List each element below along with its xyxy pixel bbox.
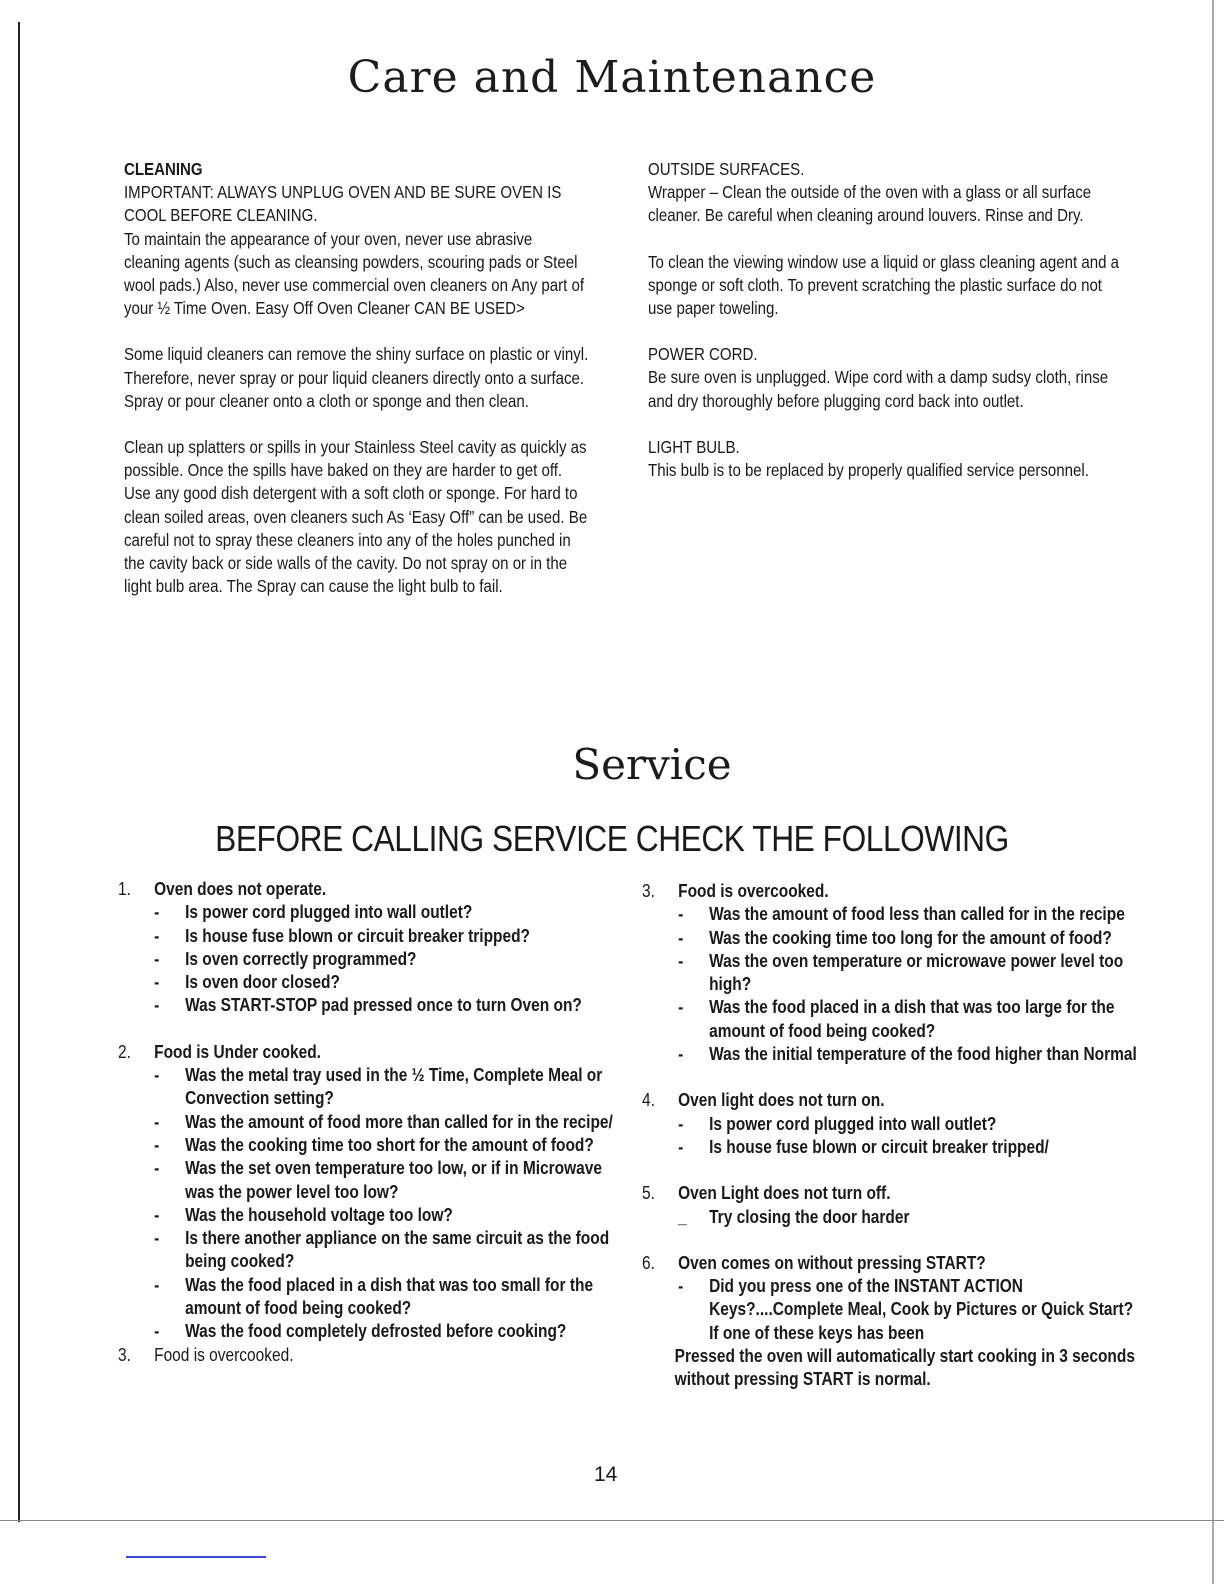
service-issue: [118, 878, 617, 1018]
care-left-column: [124, 158, 588, 621]
check-item: [154, 1111, 617, 1134]
issue-title: [642, 880, 1141, 903]
check-text: Is house fuse blown or circuit breaker tripped/: [709, 1136, 1049, 1157]
check-dash: -: [154, 972, 160, 993]
check-dash: -: [678, 950, 684, 971]
cleaning-paragraph-2: Some liquid cleaners can remove the shiny surface on plastic or vinyl. Therefore, never spray or pour liquid cleaners directly onto a surface. Spray or pour cleaner onto a cloth or sponge and then clean.: [124, 344, 589, 411]
check-text: Is power cord plugged into wall outlet?: [185, 902, 473, 923]
check-text: Was the food completely defrosted before cooking?: [185, 1321, 567, 1342]
issue-title: [118, 1041, 617, 1064]
check-dash: -: [154, 902, 160, 923]
check-dash: -: [678, 1136, 684, 1157]
check-dash: -: [678, 997, 684, 1018]
check-text: Try closing the door harder: [709, 1206, 910, 1227]
issue-checks: [642, 903, 1141, 1066]
check-item: [678, 903, 1141, 926]
check-item: [154, 1204, 617, 1227]
issue-checks: [642, 1275, 1141, 1345]
check-text: Was the food placed in a dish that was too small for the amount of food being cooked?: [185, 1274, 594, 1319]
issue-number: 4.: [642, 1090, 655, 1111]
check-dash: -: [154, 1321, 160, 1342]
bulb-paragraph: This bulb is to be replaced by properly qualified service personnel.: [648, 460, 1089, 481]
check-dash: -: [154, 1274, 160, 1295]
issue-number: 3.: [118, 1344, 131, 1365]
check-text: Was the cooking time too short for the amount of food?: [185, 1134, 594, 1155]
outside-heading: OUTSIDE SURFACES.: [648, 159, 805, 179]
check-dash: _: [678, 1206, 687, 1227]
care-title: Care and Maintenance: [347, 52, 877, 103]
check-text: Is oven door closed?: [185, 972, 340, 993]
service-issue: [118, 1041, 617, 1344]
check-text: Was START-STOP pad pressed once to turn Oven on?: [185, 995, 582, 1016]
check-item: [678, 1113, 1141, 1136]
check-dash: -: [678, 1276, 684, 1297]
issue-note: Pressed the oven will automatically start cooking in 3 seconds without pressing START is normal.: [674, 1346, 1135, 1390]
check-item: [154, 1320, 617, 1343]
issue-title-text: Oven does not operate.: [154, 879, 327, 899]
issue-title-text: Food is overcooked.: [154, 1344, 294, 1365]
check-dash: -: [154, 1228, 160, 1249]
service-left-column: [118, 878, 617, 1367]
scan-edge-right: [1212, 0, 1214, 1584]
service-right-column: [642, 880, 1141, 1415]
check-dash: -: [678, 1113, 684, 1134]
check-dash: -: [154, 1065, 160, 1086]
check-dash: -: [678, 927, 684, 948]
check-item: [678, 1043, 1141, 1066]
check-item: [154, 1157, 617, 1204]
check-dash: -: [154, 995, 160, 1016]
issue-number: 3.: [642, 881, 655, 901]
issue-title-text: Oven comes on without pressing START?: [678, 1252, 986, 1273]
check-dash: -: [678, 904, 684, 925]
cleaning-important: IMPORTANT: ALWAYS UNPLUG OVEN AND BE SURE OVEN IS COOL BEFORE CLEANING.: [124, 182, 562, 226]
check-text: Is power cord plugged into wall outlet?: [709, 1113, 997, 1134]
issue-title: [642, 1182, 1141, 1205]
outside-paragraph-2: To clean the viewing window use a liquid or glass cleaning agent and a sponge or soft cloth. To prevent scratching the plastic surface do not use paper toweling.: [648, 251, 1120, 319]
check-item: [154, 1274, 617, 1321]
issue-title-text: Food is overcooked.: [678, 881, 829, 901]
issue-title-text: Food is Under cooked.: [154, 1041, 321, 1062]
cleaning-heading: CLEANING: [124, 159, 203, 179]
issue-number: 2.: [118, 1041, 131, 1062]
check-dash: -: [154, 1158, 160, 1179]
check-text: Was the household voltage too low?: [185, 1204, 453, 1225]
check-item: [678, 950, 1141, 997]
check-text: Was the cooking time too long for the amount of food?: [709, 927, 1112, 948]
check-item: [678, 927, 1141, 950]
outside-paragraph-1: Wrapper – Clean the outside of the oven with a glass or all surface cleaner. Be careful when cleaning around louvers. Rinse and Dry.: [648, 182, 1092, 226]
check-item: [678, 1275, 1141, 1345]
power-section: [648, 343, 1130, 413]
issue-title: [118, 878, 617, 901]
check-item: [154, 971, 617, 994]
service-issue: [642, 1089, 1141, 1159]
check-text: Was the oven temperature or microwave power level too high?: [709, 950, 1124, 995]
issue-title-text: Oven Light does not turn off.: [678, 1183, 891, 1204]
cleaning-paragraph-1: To maintain the appearance of your oven, never use abrasive cleaning agents (such as cleansing powders, scouring pads or Steel wool pads.) Also, never use commercial oven cleaners on Any part of your ½ Time Oven. Easy Off Oven Cleaner CAN BE USED>: [124, 228, 585, 319]
check-text: Is there another appliance on the same circuit as the food being cooked?: [185, 1228, 610, 1272]
check-item: [154, 925, 617, 948]
check-item: [678, 996, 1141, 1043]
check-dash: -: [678, 1044, 684, 1065]
cleaning-paragraph-3: Clean up splatters or spills in your Stainless Steel cavity as quickly as possible. Once the spills have baked on they are harder to get off. Use any good dish detergent with a soft cloth or sponge. For hard to clean soiled areas, oven cleaners such As ‘Easy Off” can be used. Be careful not to spray these cleaners into any of the holes punched in the cavity back or side walls of the cavity. Do not spray on or in the light bulb area. The Spray can cause the light bulb to fail.: [124, 437, 588, 597]
check-dash: -: [154, 925, 160, 946]
issue-number: 6.: [642, 1252, 655, 1273]
check-dash: -: [154, 1204, 160, 1225]
check-item: [678, 1206, 1141, 1229]
power-paragraph: Be sure oven is unplugged. Wipe cord with a damp sudsy cloth, rinse and dry thoroughly before plugging cord back into outlet.: [648, 367, 1109, 411]
check-dash: -: [154, 1134, 160, 1155]
check-text: Did you press one of the INSTANT ACTION Keys?....Complete Meal, Cook by Pictures or Quick Start? If one of these keys has been: [709, 1276, 1134, 1343]
care-right-column: [648, 158, 1130, 505]
check-text: Was the amount of food more than called for in the recipe/: [185, 1111, 613, 1132]
issue-number: 1.: [118, 879, 131, 899]
issue-title-text: Oven light does not turn on.: [678, 1090, 885, 1111]
issue-checks: [642, 1206, 1141, 1229]
issue-title: [642, 1089, 1141, 1112]
check-item: [154, 1064, 617, 1111]
issue-title-continued: [118, 1344, 617, 1367]
check-text: Is oven correctly programmed?: [185, 948, 417, 969]
issue-checks: [118, 1064, 617, 1344]
scan-underline-mark: [126, 1556, 266, 1558]
service-title: Service: [572, 740, 732, 789]
check-item: [154, 901, 617, 924]
power-heading: POWER CORD.: [648, 344, 758, 365]
scan-bottom-line: [0, 1520, 1224, 1521]
bulb-heading: LIGHT BULB.: [648, 436, 740, 457]
issue-title: [642, 1252, 1141, 1275]
check-item: [678, 1136, 1141, 1159]
page-number: 14: [594, 1463, 618, 1486]
issue-checks: [642, 1113, 1141, 1160]
check-item: [154, 1134, 617, 1157]
issue-checks: [118, 901, 617, 1017]
check-text: Was the amount of food less than called for in the recipe: [709, 904, 1125, 925]
check-item: [154, 1227, 617, 1274]
check-text: Is house fuse blown or circuit breaker tripped?: [185, 925, 531, 946]
check-text: Was the initial temperature of the food higher than Normal: [709, 1044, 1137, 1065]
cleaning-section: [124, 158, 588, 228]
check-text: Was the food placed in a dish that was too large for the amount of food being cooked?: [709, 997, 1115, 1041]
service-issue: [642, 1252, 1141, 1392]
check-dash: -: [154, 948, 160, 969]
issue-number: 5.: [642, 1183, 655, 1204]
check-item: [154, 948, 617, 971]
check-item: [154, 994, 617, 1017]
checklist-heading: BEFORE CALLING SERVICE CHECK THE FOLLOWING: [215, 818, 1009, 859]
check-text: Was the set oven temperature too low, or if in Microwave was the power level too low?: [185, 1158, 602, 1202]
outside-section: [648, 158, 1130, 228]
service-issue: [642, 1182, 1141, 1229]
check-text: Was the metal tray used in the ½ Time, Complete Meal or Convection setting?: [185, 1065, 603, 1109]
check-dash: -: [154, 1111, 160, 1132]
bulb-section: [648, 436, 1130, 482]
scan-edge-left: [18, 22, 20, 1522]
service-issue: [642, 880, 1141, 1066]
